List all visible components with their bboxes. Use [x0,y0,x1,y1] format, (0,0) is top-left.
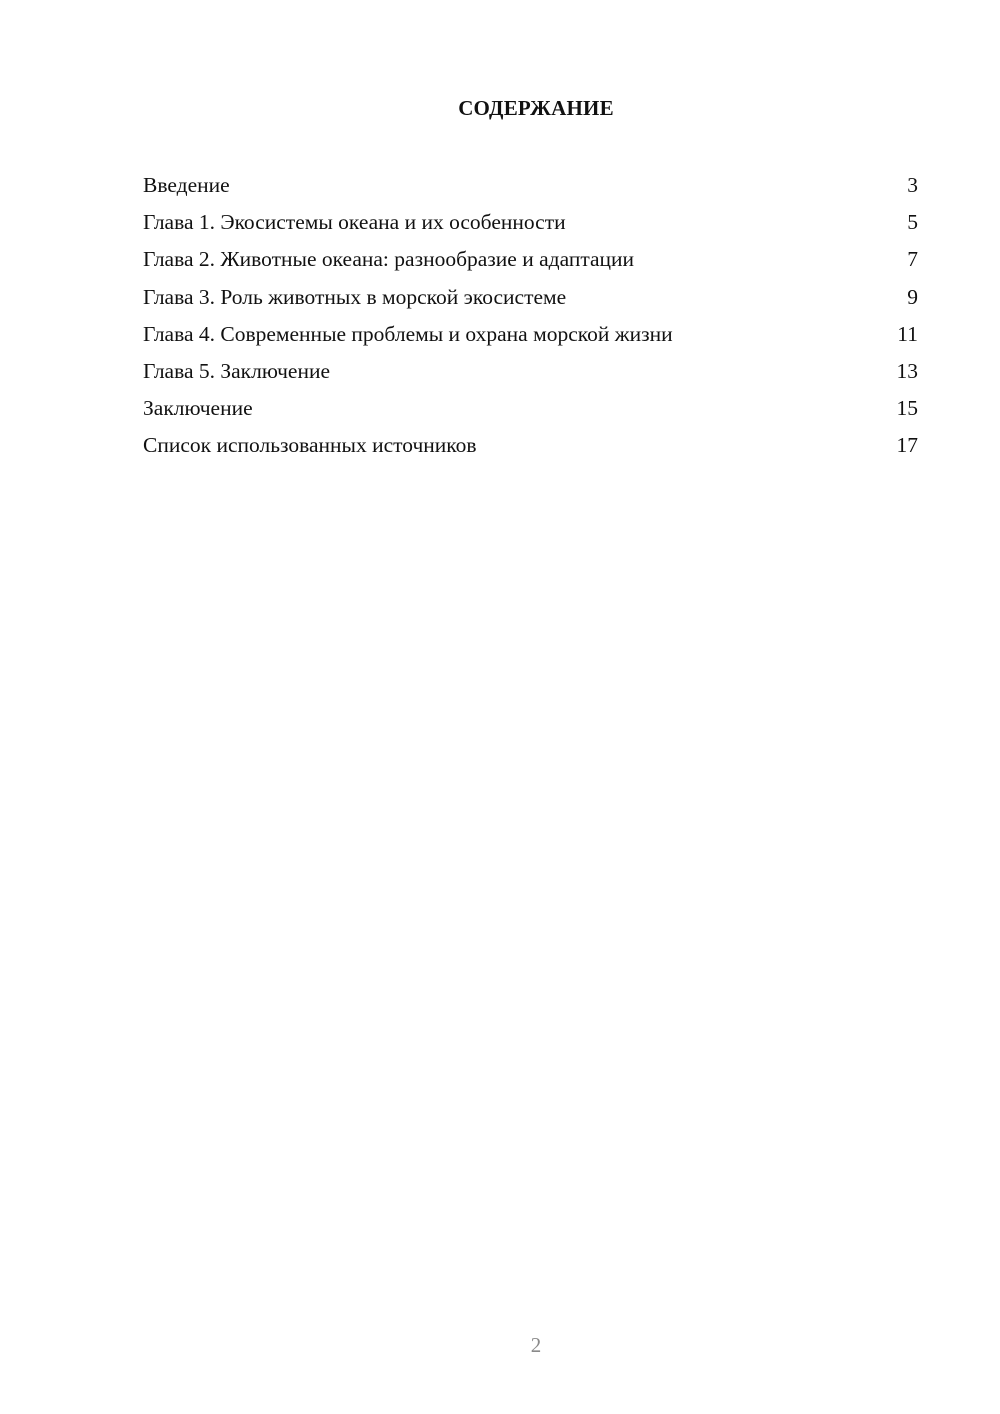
toc-entry-chapter-5 [143,354,918,391]
toc-entry-title: Список использованных источников [143,433,477,458]
page-number: 2 [530,1333,542,1357]
toc-entry-page: 17 [896,433,918,458]
toc-entry-chapter-2 [143,242,918,279]
toc-entry-title: Глава 5. Заключение [143,358,331,383]
toc-entry-title: Глава 4. Современные проблемы и охрана морской жизни [143,321,673,346]
toc-entry-references [143,428,918,465]
toc-entry-title: Глава 2. Животные океана: разнообразие и адаптации [143,247,635,272]
toc-entry-page: 7 [907,247,918,272]
toc-entry-page: 13 [896,358,918,383]
toc-entry-title: Глава 3. Роль животных в морской экосистеме [143,284,567,309]
toc-entry-page: 5 [907,210,918,235]
toc-entry-title: Заключение [143,396,253,421]
toc-entry-chapter-1 [143,205,918,242]
table-of-contents [143,168,918,466]
toc-entry-introduction [143,168,918,205]
toc-entry-page: 3 [907,173,918,197]
toc-entry-title: Введение [143,173,230,197]
toc-entry-page: 11 [897,321,918,346]
toc-entry-conclusion [143,391,918,428]
page-title: СОДЕРЖАНИЕ [458,96,614,120]
toc-entry-page: 15 [896,396,918,421]
toc-entry-page: 9 [907,284,918,309]
toc-entry-title: Глава 1. Экосистемы океана и их особенности [143,210,566,235]
toc-entry-chapter-3 [143,280,918,317]
toc-entry-chapter-4 [143,317,918,354]
